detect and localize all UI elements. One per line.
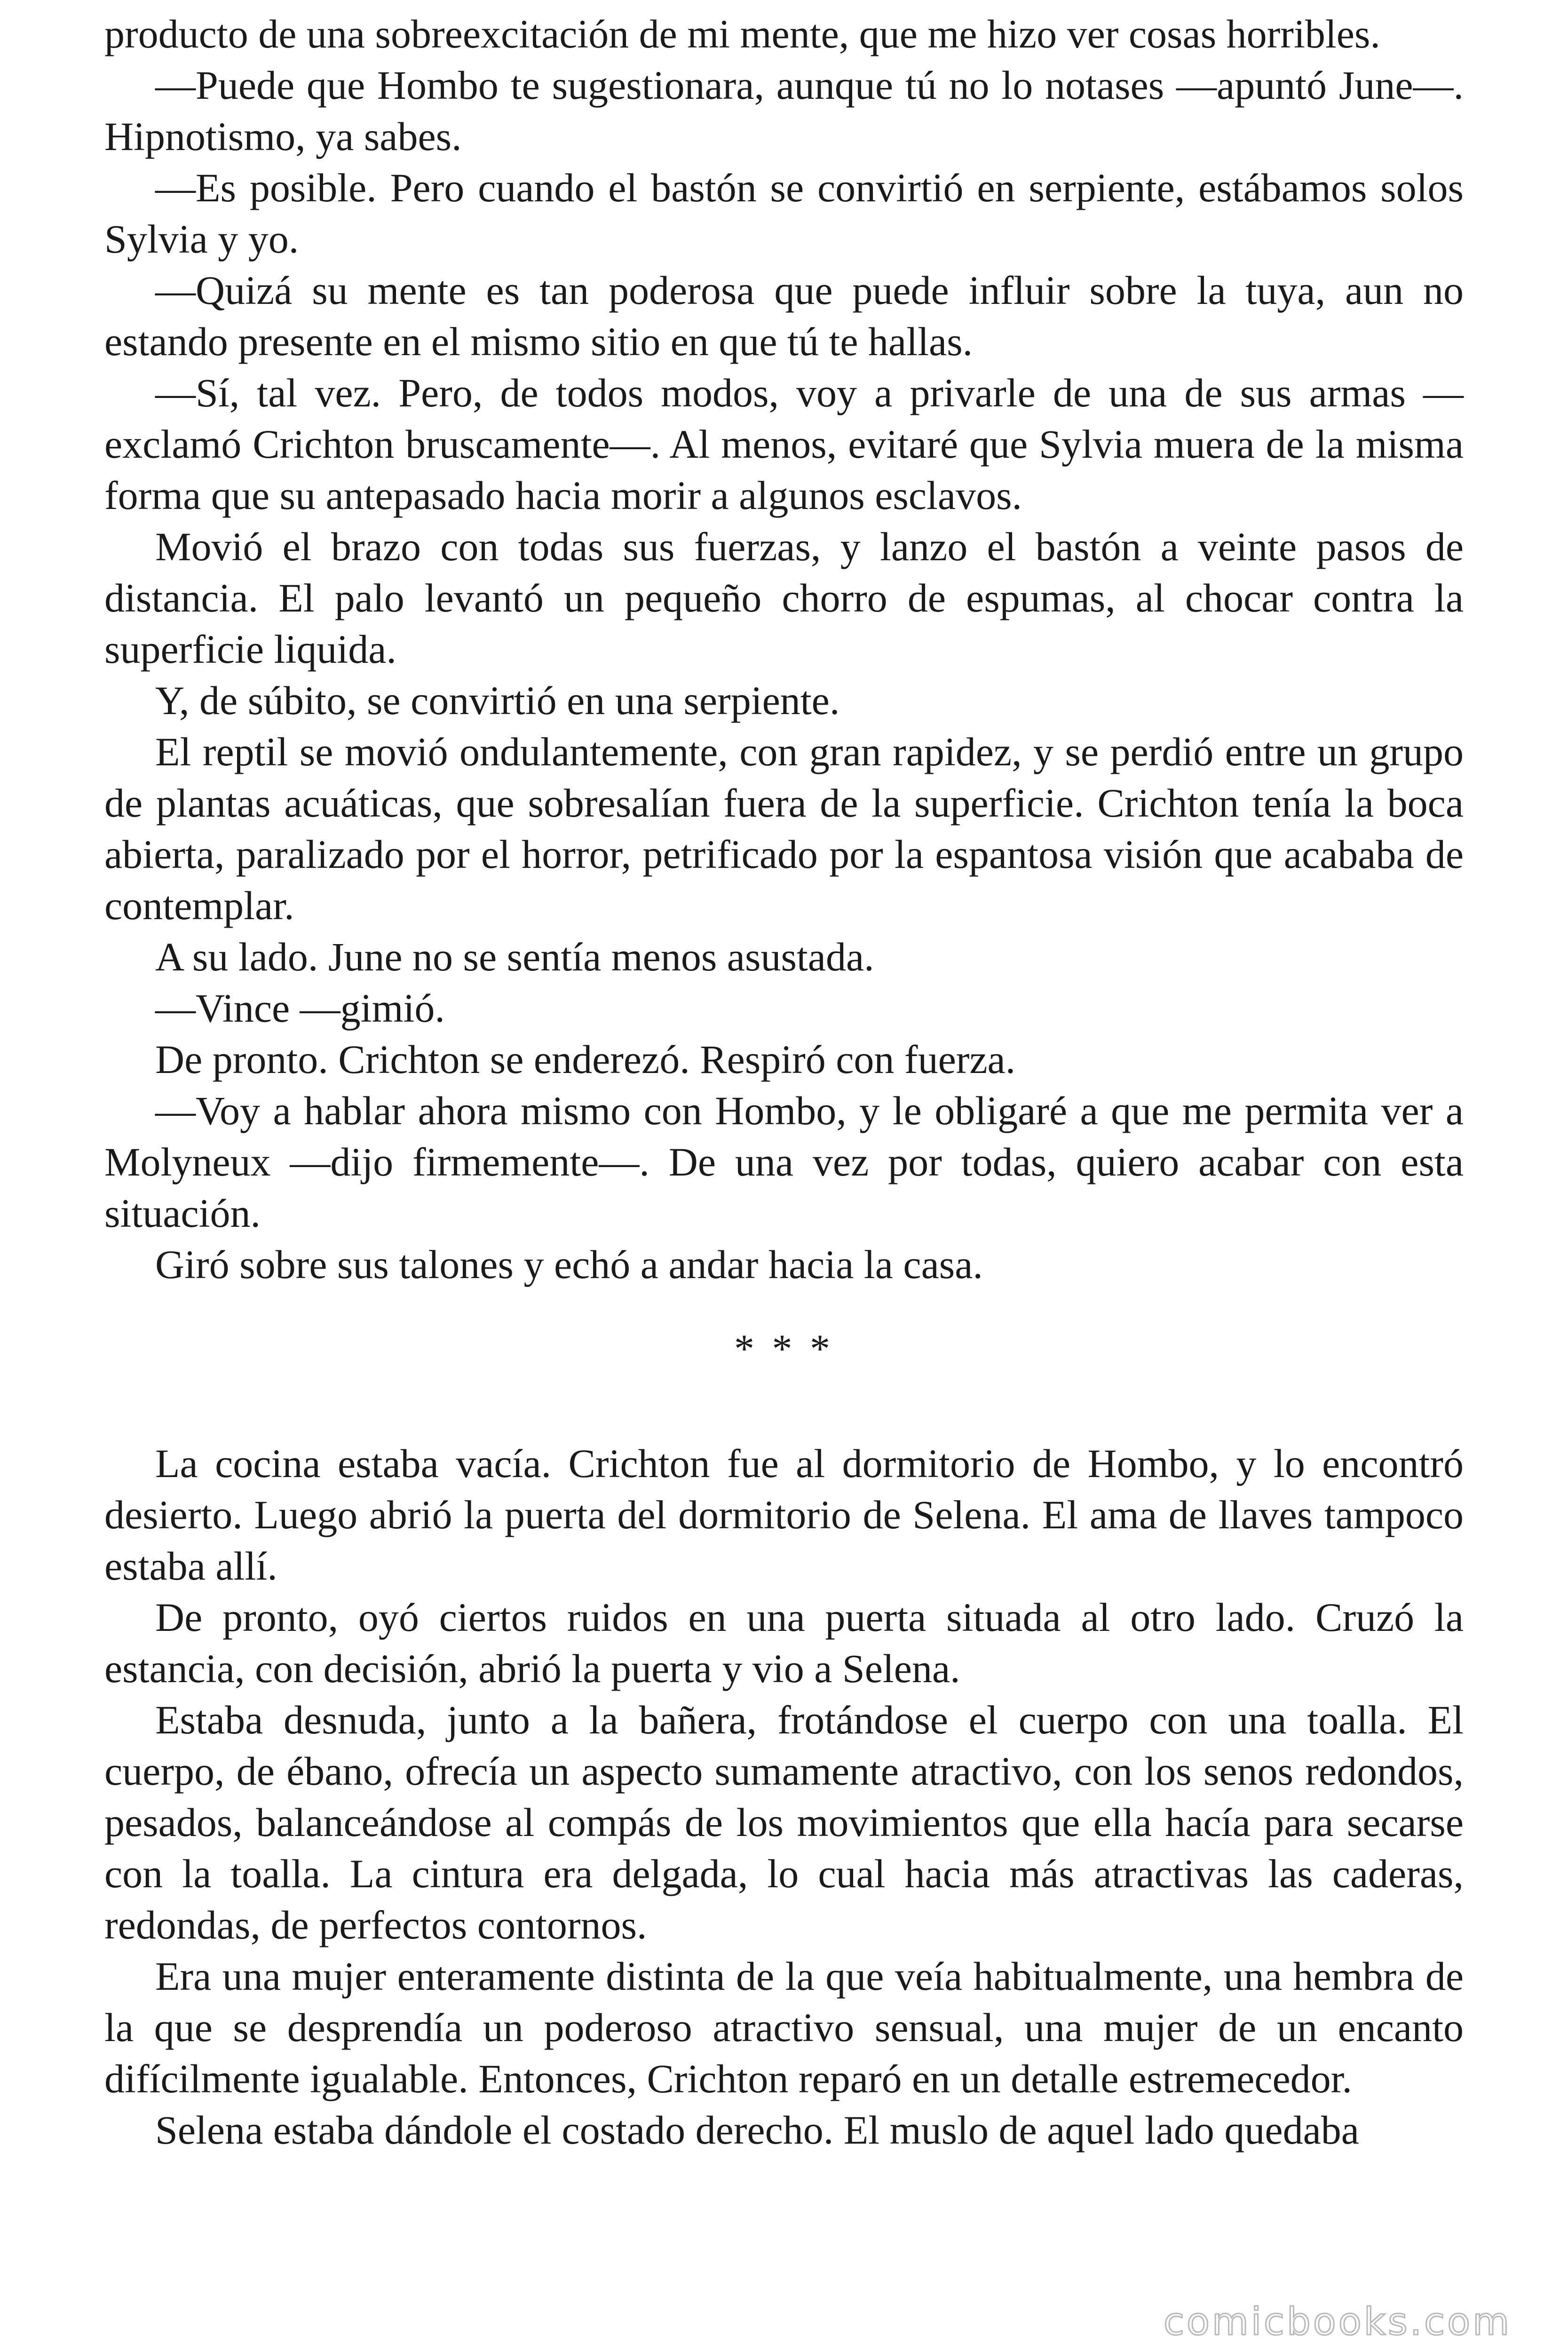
paragraph: Y, de súbito, se convirtió en una serpiente. bbox=[155, 678, 840, 723]
scene-break: * * * bbox=[734, 1326, 834, 1371]
paragraph: —Vince —gimió. bbox=[155, 985, 445, 1031]
paragraph: Estaba desnuda, junto a la bañera, frotándose el cuerpo con una toalla. El cuerpo, de ébano, ofrecía un aspecto sumamente atractivo, con los senos redondos, pesados, balanceándose al compás de los movimientos que ella hacía para secarse con la toalla. La cintura era delgada, lo cual hacia más atractivas las caderas, redondas, de perfectos contornos. bbox=[104, 1697, 1464, 1947]
paragraph: De pronto. Crichton se enderezó. Respiró con fuerza. bbox=[155, 1037, 1016, 1082]
paragraph: —Puede que Hombo te sugestionara, aunque tú no lo notases —apuntó June—. Hipnotismo, ya sabes. bbox=[104, 63, 1464, 159]
paragraph: El reptil se movió ondulantemente, con gran rapidez, y se perdió entre un grupo de plantas acuáticas, que sobresalían fuera de la superficie. Crichton tenía la boca abierta, paralizado por el horror, petrificado por la espantosa visión que acababa de contemplar. bbox=[104, 729, 1464, 928]
paragraph: —Es posible. Pero cuando el bastón se convirtió en serpiente, estábamos solos Sylvia y yo. bbox=[104, 165, 1464, 262]
paragraph: La cocina estaba vacía. Crichton fue al dormitorio de Hombo, y lo encontró desierto. Luego abrió la puerta del dormitorio de Selena. El ama de llaves tampoco estaba allí. bbox=[104, 1441, 1464, 1589]
paragraph: producto de una sobreexcitación de mi mente, que me hizo ver cosas horribles. bbox=[104, 11, 1380, 56]
body-text bbox=[104, 8, 1464, 2156]
paragraph: Giró sobre sus talones y echó a andar hacia la casa. bbox=[155, 1242, 983, 1287]
paragraph: De pronto, oyó ciertos ruidos en una puerta situada al otro lado. Cruzó la estancia, con decisión, abrió la puerta y vio a Selena. bbox=[104, 1595, 1464, 1691]
paragraph: —Quizá su mente es tan poderosa que puede influir sobre la tuya, aun no estando presente en el mismo sitio en que tú te hallas. bbox=[104, 268, 1464, 364]
watermark: comicbooks.com bbox=[1163, 2300, 1512, 2344]
paragraph: —Voy a hablar ahora mismo con Hombo, y le obligaré a que me permita ver a Molyneux —dijo firmemente—. De una vez por todas, quiero acabar con esta situación. bbox=[104, 1088, 1464, 1236]
paragraph: Selena estaba dándole el costado derecho. El muslo de aquel lado quedaba bbox=[155, 2107, 1359, 2153]
paragraph: A su lado. June no se sentía menos asustada. bbox=[155, 934, 874, 979]
paragraph: —Sí, tal vez. Pero, de todos modos, voy a privarle de una de sus armas —exclamó Crichton bruscamente—. Al menos, evitaré que Sylvia muera de la misma forma que su antepasado hacia morir a algunos esclavos. bbox=[104, 370, 1464, 518]
paragraph: Era una mujer enteramente distinta de la que veía habitualmente, una hembra de la que se desprendía un poderoso atractivo sensual, una mujer de un encanto difícilmente igualable. Entonces, Crichton reparó en un detalle estremecedor. bbox=[104, 1954, 1464, 2101]
paragraph: Movió el brazo con todas sus fuerzas, y lanzo el bastón a veinte pasos de distancia. El palo levantó un pequeño chorro de espumas, al chocar contra la superficie liquida. bbox=[104, 524, 1464, 672]
